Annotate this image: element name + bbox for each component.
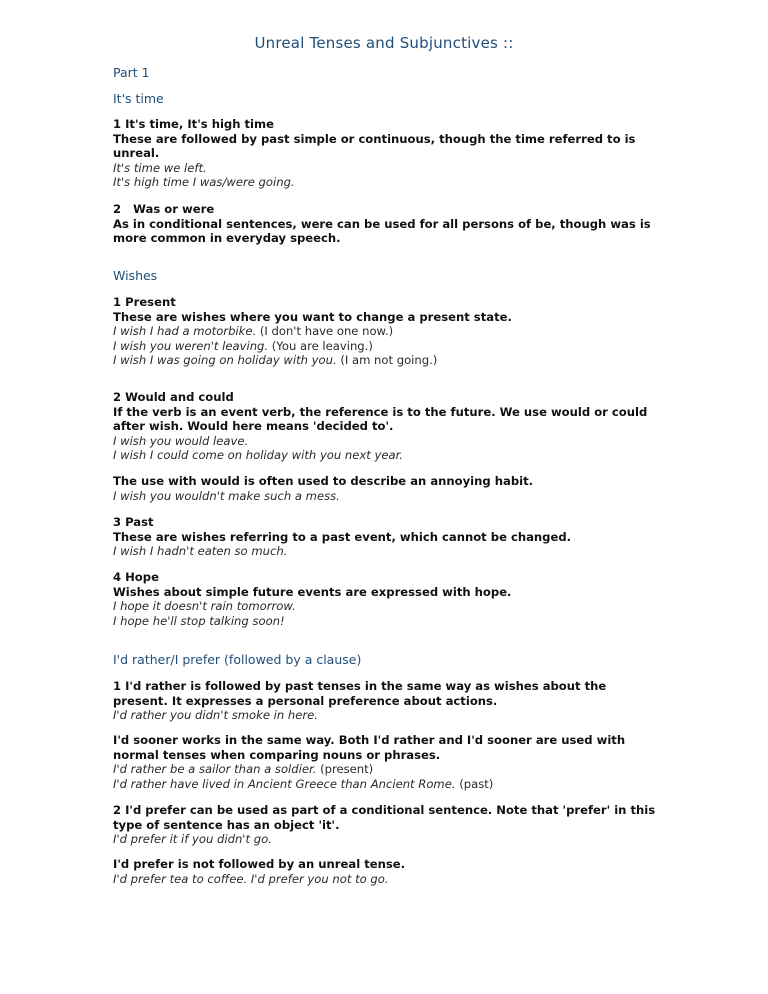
example: I'd rather have lived in Ancient Greece than Ancient Rome. (past): [113, 776, 494, 791]
rather-block-4: [113, 857, 658, 886]
block-text: If the verb is an event verb, the reference is to the future. We use would or could after wish. Would here means 'decided to'.: [113, 404, 648, 434]
block-heading: 1 Present: [113, 295, 176, 309]
example: I wish you would leave.: [113, 433, 249, 448]
part-heading: Part 1: [113, 65, 150, 80]
section-heading-its-time: It's time: [113, 91, 164, 106]
rather-block-2: [113, 733, 658, 791]
example: I'd rather you didn't smoke in here.: [113, 708, 318, 723]
wishes-hope-block: [113, 570, 658, 628]
block-text: I'd sooner works in the same way. Both I'd rather and I'd sooner are used with normal tenses when comparing nouns or phrases.: [113, 733, 626, 762]
section-heading-wishes: Wishes: [113, 268, 158, 283]
block-heading: 2 Would and could: [113, 390, 234, 404]
example: I wish I was going on holiday with you. (I am not going.): [113, 353, 438, 368]
example: I hope it doesn't rain tomorrow.: [113, 599, 296, 614]
block-text: Wishes about simple future events are expressed with hope.: [113, 584, 512, 599]
block-text: As in conditional sentences, were can be used for all persons of be, though was is more common in everyday speech.: [113, 216, 651, 246]
block-heading: 1 It's time, It's high time: [113, 117, 274, 131]
wishes-past-block: [113, 515, 658, 559]
block-text: These are wishes where you want to change a present state.: [113, 309, 512, 324]
block-heading: 3 Past: [113, 515, 154, 529]
block-text: 2 I'd prefer can be used as part of a conditional sentence. Note that 'prefer' in this type of sentence has an object 'it'.: [113, 803, 656, 832]
its-time-block-2: [113, 202, 658, 246]
example: I'd prefer it if you didn't go.: [113, 832, 272, 847]
block-text: I'd prefer is not followed by an unreal tense.: [113, 857, 406, 871]
wishes-present-block: [113, 295, 658, 368]
block-text: These are wishes referring to a past event, which cannot be changed.: [113, 529, 572, 544]
block-heading: 2 Was or were: [113, 202, 215, 216]
example: It's high time I was/were going.: [113, 175, 295, 190]
its-time-block-1: [113, 117, 658, 190]
block-text: These are followed by past simple or continuous, though the time referred to is unreal.: [113, 131, 636, 161]
example: I'd rather be a sailor than a soldier. (present): [113, 762, 374, 777]
section-heading-rather: I'd rather/I prefer (followed by a clause): [113, 652, 362, 667]
block-text: 1 I'd rather is followed by past tenses in the same way as wishes about the present. It expresses a personal preference about actions.: [113, 679, 607, 708]
rather-block-1: [113, 679, 658, 723]
example: I'd prefer tea to coffee. I'd prefer you not to go.: [113, 871, 389, 886]
rather-block-3: [113, 803, 658, 847]
example: I hope he'll stop talking soon!: [113, 613, 285, 628]
example: I wish you wouldn't make such a mess.: [113, 488, 340, 503]
page-title: Unreal Tenses and Subjunctives ::: [254, 34, 514, 52]
example: I wish I had a motorbike. (I don't have one now.): [113, 324, 394, 339]
example: It's time we left.: [113, 160, 207, 175]
wishes-would-block: [113, 390, 658, 463]
example: I wish you weren't leaving. (You are leaving.): [113, 338, 373, 353]
block-heading: 4 Hope: [113, 570, 159, 584]
example: I wish I could come on holiday with you next year.: [113, 448, 403, 463]
block-text: The use with would is often used to describe an annoying habit.: [113, 474, 534, 488]
wishes-habit-block: [113, 474, 658, 503]
example: I wish I hadn't eaten so much.: [113, 544, 288, 559]
